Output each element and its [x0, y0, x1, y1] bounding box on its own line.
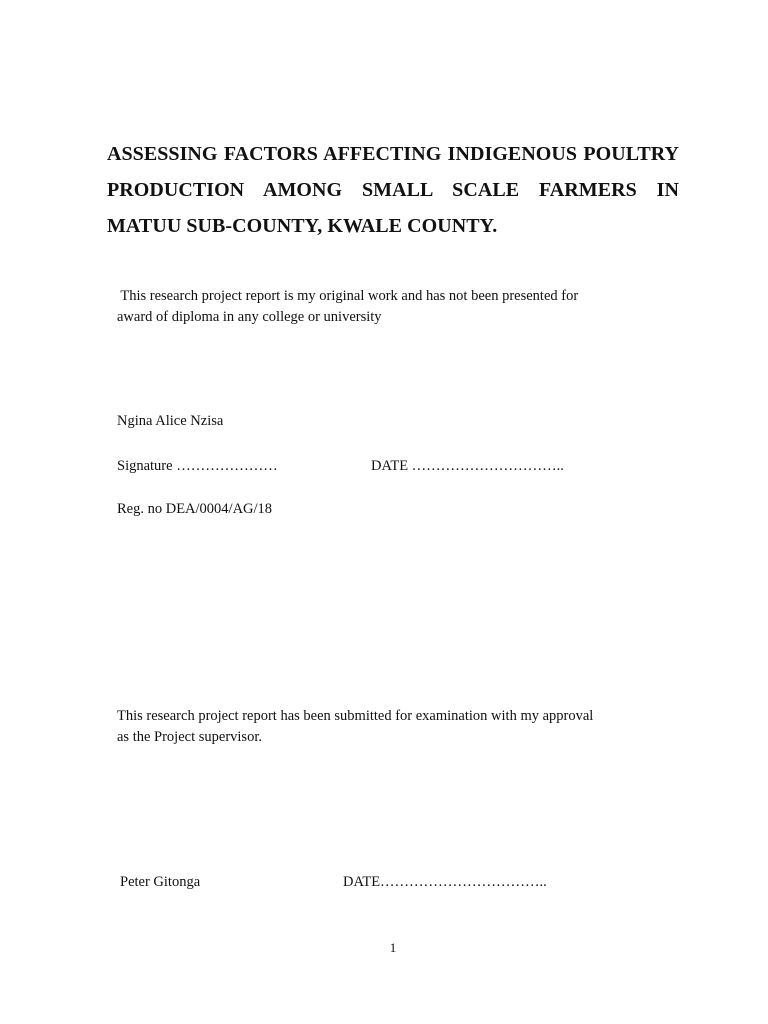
report-title: [107, 136, 679, 244]
student-signature-line: Signature …………………: [117, 458, 278, 474]
declaration-line-2: award of diploma in any college or university: [117, 309, 382, 325]
title-line-3: MATUU SUB-COUNTY, KWALE COUNTY.: [107, 215, 498, 237]
supervisor-date-line: DATE……………………………..: [343, 874, 547, 890]
student-date-line: DATE …………………………..: [371, 458, 564, 474]
declaration-paragraph: [117, 286, 637, 328]
approval-line-1: This research project report has been submitted for examination with my approval: [117, 708, 594, 724]
title-line-2: PRODUCTION AMONG SMALL SCALE FARMERS IN: [107, 179, 679, 201]
registration-number: Reg. no DEA/0004/AG/18: [117, 501, 273, 517]
title-line-1: ASSESSING FACTORS AFFECTING INDIGENOUS POULTRY: [107, 143, 679, 165]
approval-paragraph: [117, 706, 657, 748]
approval-line-2: as the Project supervisor.: [117, 729, 262, 745]
page-number: 1: [389, 940, 397, 955]
student-name: Ngina Alice Nzisa: [117, 413, 224, 429]
supervisor-name: Peter Gitonga: [120, 874, 201, 890]
declaration-line-1: This research project report is my original work and has not been presented for: [117, 288, 579, 304]
